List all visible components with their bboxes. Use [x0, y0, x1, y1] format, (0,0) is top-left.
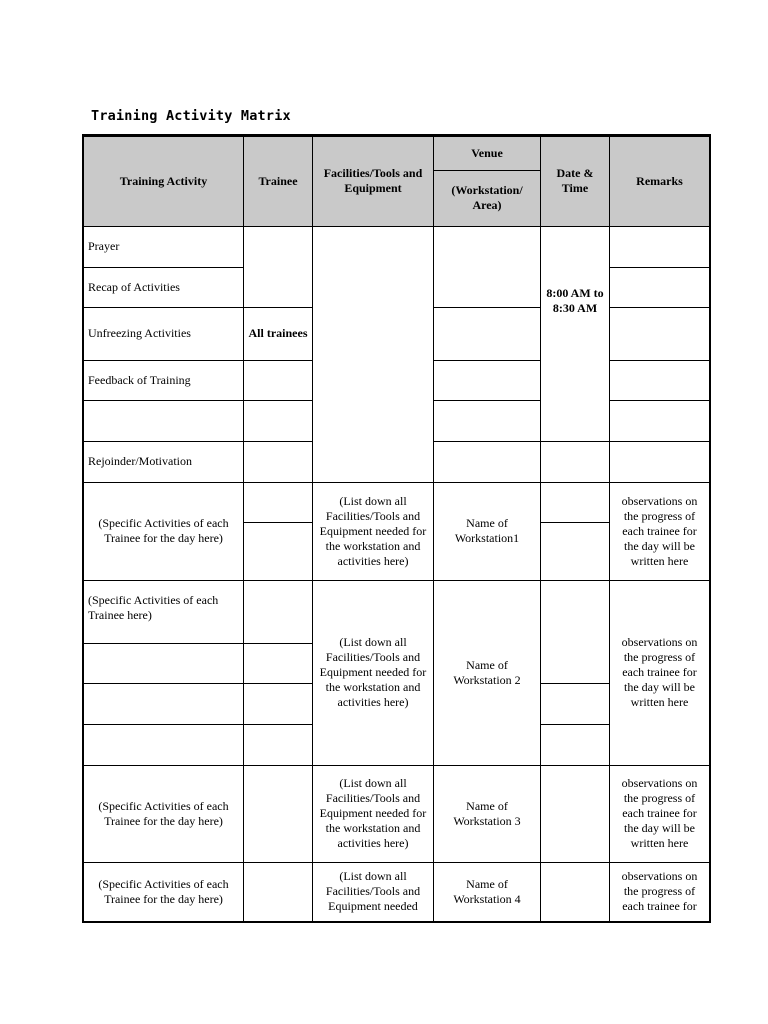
trainee-cell: [244, 441, 313, 482]
facilities-cell: (List down all Facilities/Tools and Equipment needed for the workstation and activities here): [313, 482, 434, 580]
trainee-cell: [244, 643, 313, 683]
trainee-cell: [244, 522, 313, 580]
activity-cell: [84, 724, 244, 765]
venue-cell: [434, 360, 541, 400]
remarks-cell: [610, 360, 710, 400]
remarks-cell: observations on the progress of each trainee for the day will be written here: [610, 482, 710, 580]
facilities-cell: (List down all Facilities/Tools and Equipment needed for the workstation and activities here): [313, 765, 434, 862]
date-time-cell: [541, 724, 610, 765]
date-time-cell: [541, 683, 610, 724]
trainee-cell: [244, 400, 313, 441]
remarks-cell: observations on the progress of each trainee for the day will be written here: [610, 580, 710, 765]
activity-cell: [84, 683, 244, 724]
remarks-cell: [610, 267, 710, 307]
trainee-cell: [244, 765, 313, 862]
activity-cell: Feedback of Training: [84, 360, 244, 400]
activity-cell: (Specific Activities of each Trainee for the day here): [84, 482, 244, 580]
venue-cell: Name of Workstation 4: [434, 862, 541, 921]
date-time-cell: [541, 862, 610, 921]
date-time-cell: [541, 441, 610, 482]
facilities-cell: [313, 226, 434, 482]
trainee-cell: [244, 580, 313, 643]
venue-cell: [434, 307, 541, 360]
venue-cell: Name of Workstation1: [434, 482, 541, 580]
facilities-cell: (List down all Facilities/Tools and Equipment needed for the workstation and activities here): [313, 580, 434, 765]
venue-cell: [434, 400, 541, 441]
remarks-cell: observations on the progress of each trainee for: [610, 862, 710, 921]
activity-cell: (Specific Activities of each Trainee for the day here): [84, 862, 244, 921]
trainee-cell: [244, 226, 313, 307]
trainee-cell: [244, 862, 313, 921]
header-venue: Venue: [434, 136, 541, 170]
date-time-cell: 8:00 AM to 8:30 AM: [541, 226, 610, 441]
remarks-cell: [610, 307, 710, 360]
date-time-cell: [541, 765, 610, 862]
header-trainee: Trainee: [244, 136, 313, 226]
date-time-cell: [541, 522, 610, 580]
header-training-activity: Training Activity: [84, 136, 244, 226]
activity-cell: Unfreezing Activities: [84, 307, 244, 360]
remarks-cell: [610, 441, 710, 482]
trainee-cell: [244, 482, 313, 522]
remarks-cell: [610, 400, 710, 441]
venue-cell: [434, 441, 541, 482]
header-venue-sub: (Workstation/ Area): [434, 170, 541, 226]
venue-cell: [434, 226, 541, 307]
trainee-cell: [244, 683, 313, 724]
date-time-cell: [541, 580, 610, 683]
header-date-time: Date & Time: [541, 136, 610, 226]
date-time-cell: [541, 482, 610, 522]
venue-cell: Name of Workstation 2: [434, 580, 541, 765]
activity-cell: [84, 643, 244, 683]
trainee-cell: [244, 724, 313, 765]
remarks-cell: [610, 226, 710, 267]
activity-cell: Rejoinder/Motivation: [84, 441, 244, 482]
trainee-cell: [244, 360, 313, 400]
activity-cell: Recap of Activities: [84, 267, 244, 307]
header-facilities: Facilities/Tools and Equipment: [313, 136, 434, 226]
header-remarks: Remarks: [610, 136, 710, 226]
page-title: Training Activity Matrix: [91, 108, 291, 124]
activity-cell: (Specific Activities of each Trainee here): [84, 580, 244, 643]
activity-cell: (Specific Activities of each Trainee for the day here): [84, 765, 244, 862]
trainee-all-cell: All trainees: [244, 307, 313, 360]
facilities-cell: (List down all Facilities/Tools and Equipment needed: [313, 862, 434, 921]
activity-cell: [84, 400, 244, 441]
venue-cell: Name of Workstation 3: [434, 765, 541, 862]
training-activity-table: [83, 135, 710, 922]
activity-cell: Prayer: [84, 226, 244, 267]
remarks-cell: observations on the progress of each trainee for the day will be written here: [610, 765, 710, 862]
